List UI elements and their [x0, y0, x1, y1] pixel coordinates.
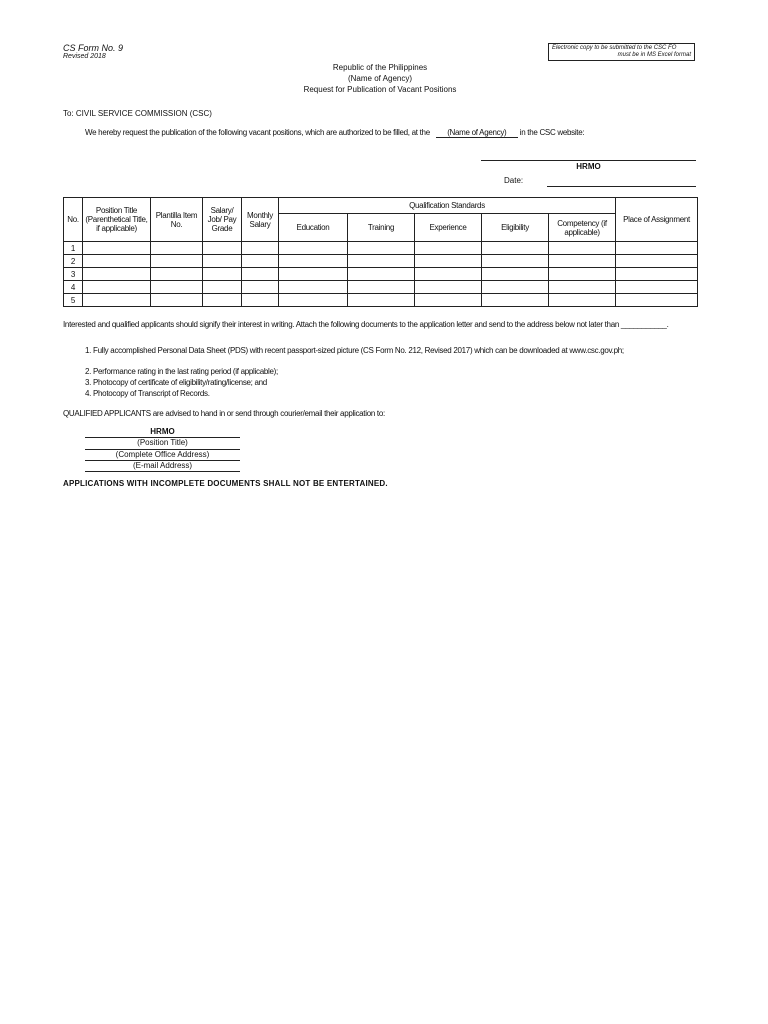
republic-label: Republic of the Philippines — [332, 63, 428, 72]
document-title: Request for Publication of Vacant Positions — [303, 85, 457, 94]
requirement-item-1: 1. Fully accomplished Personal Data Sheet (PDS) with recent passport-sized picture (CS Form No. 212, Revised 2017) which can be downloaded at www.csc.gov.ph; — [85, 346, 624, 355]
header-education: Education — [279, 214, 348, 242]
table-cell[interactable] — [242, 255, 279, 268]
header-training: Training — [348, 214, 415, 242]
form-number: CS Form No. 9 — [63, 43, 124, 53]
table-cell[interactable] — [348, 255, 415, 268]
date-line[interactable] — [547, 186, 696, 187]
row-number: 3 — [64, 268, 83, 281]
requirement-item-3: 3. Photocopy of certificate of eligibility/rating/license; and — [85, 378, 267, 387]
table-cell[interactable] — [279, 268, 348, 281]
vacant-positions-table — [63, 197, 698, 307]
table-row — [64, 294, 698, 307]
table-cell[interactable] — [415, 242, 482, 255]
table-cell[interactable] — [151, 281, 203, 294]
incomplete-documents-warning: APPLICATIONS WITH INCOMPLETE DOCUMENTS SHALL NOT BE ENTERTAINED. — [63, 479, 388, 488]
row-number: 5 — [64, 294, 83, 307]
table-cell[interactable] — [616, 255, 698, 268]
table-cell[interactable] — [83, 294, 151, 307]
table-cell[interactable] — [616, 294, 698, 307]
table-cell[interactable] — [482, 268, 549, 281]
table-cell[interactable] — [348, 268, 415, 281]
table-cell[interactable] — [279, 242, 348, 255]
address-position-title[interactable]: (Position Title) — [137, 438, 188, 447]
request-sentence-after: in the CSC website: — [519, 128, 585, 137]
table-cell[interactable] — [203, 255, 242, 268]
table-cell[interactable] — [482, 294, 549, 307]
table-cell[interactable] — [415, 255, 482, 268]
header-experience: Experience — [415, 214, 482, 242]
table-cell[interactable] — [415, 294, 482, 307]
header-eligibility: Eligibility — [482, 214, 549, 242]
revised-label: Revised 2018 — [63, 53, 106, 60]
table-cell[interactable] — [203, 281, 242, 294]
requirement-item-2: 2. Performance rating in the last rating period (if applicable); — [85, 367, 278, 376]
table-cell[interactable] — [203, 268, 242, 281]
header-qualification-standards: Qualification Standards — [279, 198, 616, 214]
table-cell[interactable] — [83, 281, 151, 294]
table-cell[interactable] — [482, 255, 549, 268]
table-cell[interactable] — [242, 294, 279, 307]
table-cell[interactable] — [151, 242, 203, 255]
table-cell[interactable] — [616, 268, 698, 281]
table-cell[interactable] — [348, 294, 415, 307]
header-position-title: Position Title (Parenthetical Title, if applicable) — [83, 198, 151, 242]
table-cell[interactable] — [203, 242, 242, 255]
table-cell[interactable] — [279, 281, 348, 294]
address-line-4 — [85, 471, 240, 472]
hrmo-signature-line[interactable] — [481, 160, 696, 161]
request-sentence-before: We hereby request the publication of the following vacant positions, which are authorized to be filled, at the — [85, 128, 430, 137]
table-cell[interactable] — [549, 242, 616, 255]
table-cell[interactable] — [348, 242, 415, 255]
table-cell[interactable] — [482, 242, 549, 255]
table-cell[interactable] — [279, 255, 348, 268]
table-cell[interactable] — [83, 268, 151, 281]
table-cell[interactable] — [203, 294, 242, 307]
table-cell[interactable] — [83, 242, 151, 255]
header-salary-grade: Salary/ Job/ Pay Grade — [203, 198, 242, 242]
application-instructions: Interested and qualified applicants should signify their interest in writing. Attach the following documents to the application letter and send to the address below not later than ___________. — [63, 320, 669, 329]
table-cell[interactable] — [242, 281, 279, 294]
row-number: 2 — [64, 255, 83, 268]
electronic-copy-note — [548, 43, 695, 61]
addressee: To: CIVIL SERVICE COMMISSION (CSC) — [63, 109, 212, 118]
table-cell[interactable] — [415, 281, 482, 294]
qualified-applicants-prefix: QUALIFIED APPLICANTS — [63, 409, 151, 418]
header-competency: Competency (if applicable) — [549, 214, 616, 242]
table-cell[interactable] — [151, 294, 203, 307]
address-hrmo: HRMO — [150, 427, 175, 436]
table-cell[interactable] — [279, 294, 348, 307]
electronic-note-line2: must be in MS Excel format — [617, 52, 691, 58]
header-plantilla-item: Plantilla Item No. — [151, 198, 203, 242]
agency-name-header: (Name of Agency) — [347, 74, 413, 83]
qualified-applicants-note — [63, 409, 385, 418]
header-no: No. — [64, 198, 83, 242]
table-cell[interactable] — [616, 242, 698, 255]
table-cell[interactable] — [151, 268, 203, 281]
header-place-of-assignment: Place of Assignment — [616, 198, 698, 242]
row-number: 1 — [64, 242, 83, 255]
table-cell[interactable] — [616, 281, 698, 294]
table-cell[interactable] — [549, 255, 616, 268]
table-cell[interactable] — [83, 255, 151, 268]
row-number: 4 — [64, 281, 83, 294]
request-sentence — [85, 128, 584, 138]
address-office-address[interactable]: (Complete Office Address) — [115, 450, 210, 459]
agency-name-blank[interactable]: (Name of Agency) — [436, 128, 518, 138]
table-row — [64, 268, 698, 281]
table-cell[interactable] — [549, 281, 616, 294]
table-cell[interactable] — [348, 281, 415, 294]
table-row — [64, 255, 698, 268]
table-cell[interactable] — [242, 268, 279, 281]
table-row — [64, 242, 698, 255]
hrmo-label: HRMO — [576, 162, 601, 171]
requirement-item-4: 4. Photocopy of Transcript of Records. — [85, 389, 210, 398]
table-cell[interactable] — [549, 268, 616, 281]
table-cell[interactable] — [242, 242, 279, 255]
table-cell[interactable] — [151, 255, 203, 268]
address-email[interactable]: (E-mail Address) — [132, 461, 193, 470]
table-row — [64, 281, 698, 294]
qualified-applicants-rest: are advised to hand in or send through courier/email their application to: — [152, 409, 385, 418]
table-cell[interactable] — [415, 268, 482, 281]
header-monthly-salary: Monthly Salary — [242, 198, 279, 242]
date-label: Date: — [504, 176, 524, 185]
table-cell[interactable] — [482, 281, 549, 294]
electronic-note-line1: Electronic copy to be submitted to the CSC FO — [552, 45, 677, 51]
table-cell[interactable] — [549, 294, 616, 307]
